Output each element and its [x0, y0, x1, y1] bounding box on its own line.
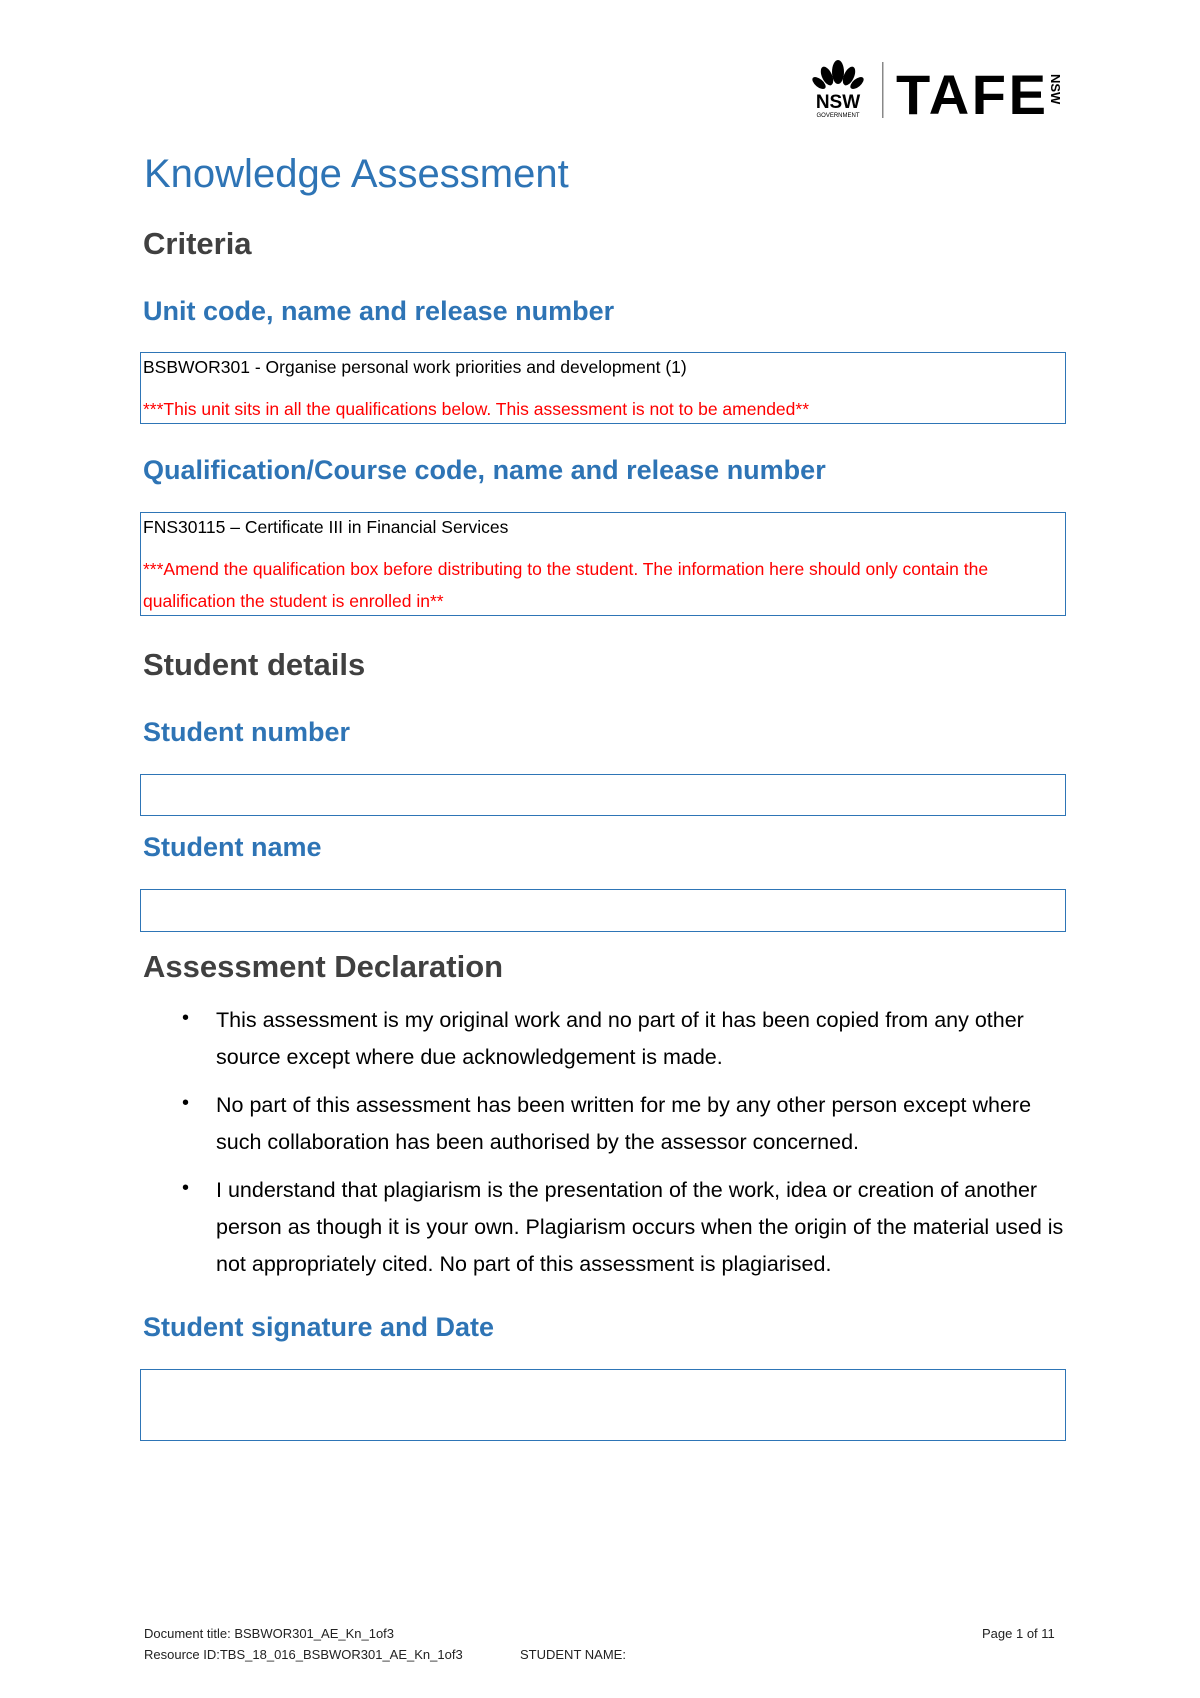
footer-student-name: STUDENT NAME:: [520, 1647, 626, 1662]
svg-text:TAFE: TAFE: [896, 63, 1046, 120]
svg-text:GOVERNMENT: GOVERNMENT: [816, 113, 860, 119]
student-number-field[interactable]: [140, 774, 1066, 816]
signature-label: Student signature and Date: [143, 1312, 495, 1342]
declaration-item: • No part of this assessment has been written for me by any other person except where such collaboration has been authorised by the assessor concerned.: [180, 1087, 1080, 1161]
declaration-list: [180, 1002, 1080, 1294]
footer-page-number: Page 1 of 11: [982, 1626, 1055, 1641]
unit-note: ***This unit sits in all the qualifications below. This assessment is not to be amended**: [143, 399, 810, 419]
criteria-heading: Criteria: [143, 226, 252, 261]
student-number-label: Student number: [143, 717, 350, 747]
student-details-heading: Student details: [143, 647, 366, 682]
qualification-value: FNS30115 – Certificate III in Financial Services: [143, 517, 509, 537]
svg-text:NSW: NSW: [1048, 74, 1063, 105]
qualification-note: ***Amend the qualification box before distributing to the student. The information here should only contain the qualification the student is enrolled in**: [143, 559, 989, 611]
declaration-heading: Assessment Declaration: [143, 949, 504, 984]
unit-box: [140, 352, 1066, 424]
svg-text:NSW: NSW: [815, 92, 861, 113]
footer-doc-title: Document title: BSBWOR301_AE_Kn_1of3: [144, 1626, 395, 1641]
signature-field[interactable]: [140, 1369, 1066, 1441]
footer-resource-id: Resource ID:TBS_18_016_BSBWOR301_AE_Kn_1of3: [144, 1647, 463, 1662]
student-name-label: Student name: [143, 832, 322, 862]
qualification-heading: Qualification/Course code, name and release number: [143, 455, 826, 485]
nsw-tafe-logo: [808, 58, 1068, 120]
declaration-item: • I understand that plagiarism is the presentation of the work, idea or creation of another person as though it is your own. Plagiarism occurs when the origin of the material used is not appropriately cited. No part of this assessment is plagiarised.: [180, 1172, 1080, 1283]
unit-heading: Unit code, name and release number: [143, 296, 615, 326]
qualification-box: [140, 512, 1066, 616]
page-title: Knowledge Assessment: [144, 152, 569, 196]
student-name-field[interactable]: [140, 889, 1066, 932]
unit-value: BSBWOR301 - Organise personal work priorities and development (1): [143, 357, 687, 377]
declaration-item: • This assessment is my original work and no part of it has been copied from any other source except where due acknowledgement is made.: [180, 1002, 1080, 1076]
